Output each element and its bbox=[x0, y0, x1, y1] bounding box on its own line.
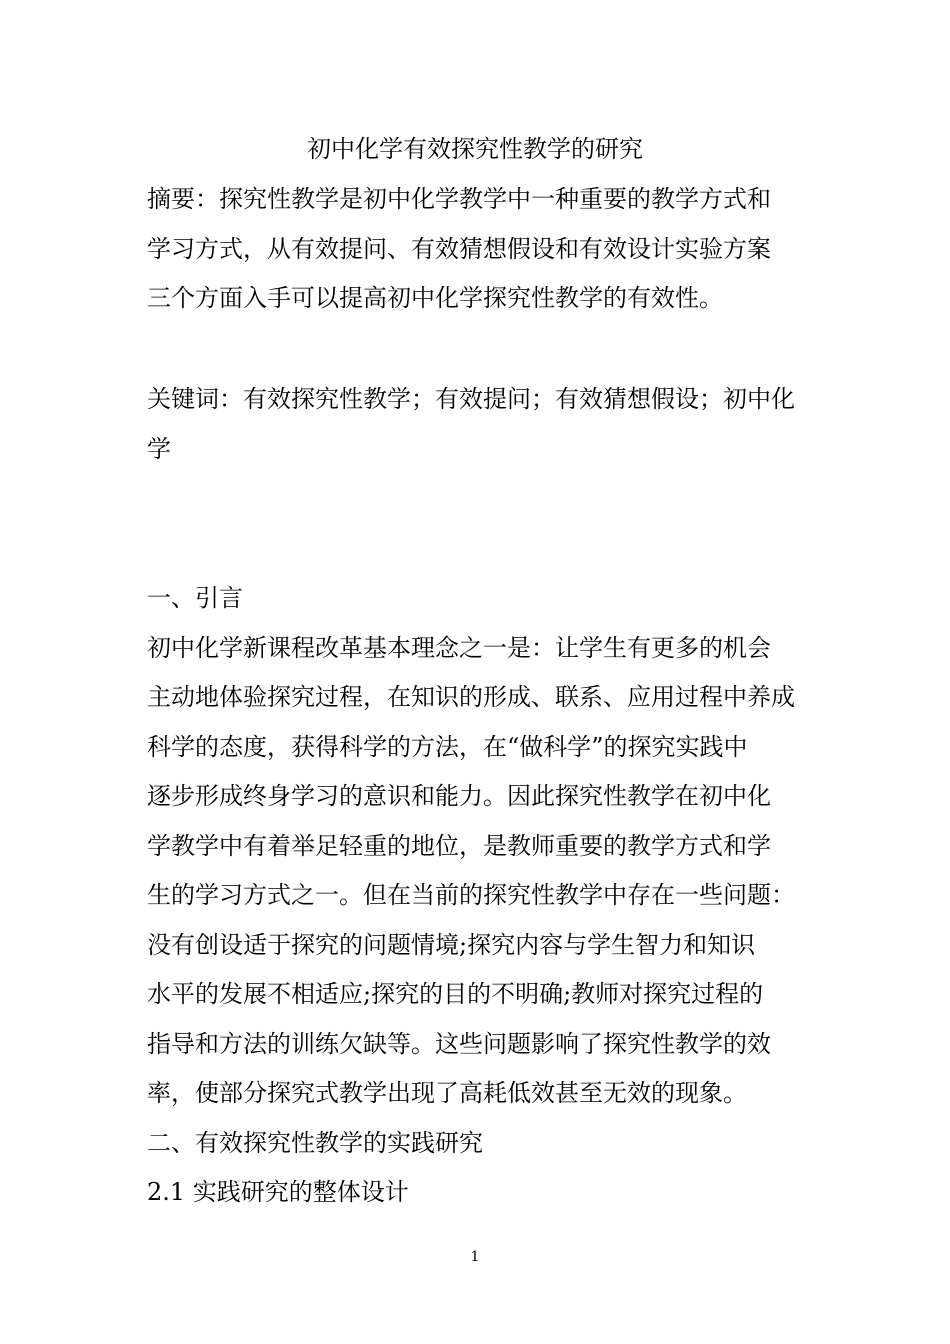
body-line: 科学的态度，获得科学的方法，在“做科学”的探究实践中 bbox=[147, 732, 748, 761]
section-heading-introduction: 一、引言 bbox=[147, 584, 243, 612]
body-line: 指导和方法的训练欠缺等。这些问题影响了探究性教学的效 bbox=[147, 1029, 771, 1058]
document-title: 初中化学有效探究性教学的研究 bbox=[307, 135, 643, 163]
body-line: 水平的发展不相适应;探究的目的不明确;教师对探究过程的 bbox=[147, 980, 764, 1008]
section-heading-practice: 二、有效探究性教学的实践研究 bbox=[147, 1128, 483, 1157]
keywords-line: 学 bbox=[147, 434, 171, 463]
body-section bbox=[147, 574, 819, 1218]
keywords-line: 关键词：有效探究性教学；有效提问；有效猜想假设；初中化 bbox=[147, 385, 795, 413]
body-line: 主动地体验探究过程，在知识的形成、联系、应用过程中养成 bbox=[147, 683, 795, 711]
abstract-line: 学习方式，从有效提问、有效猜想假设和有效设计实验方案 bbox=[147, 234, 771, 263]
body-line: 逐步形成终身学习的意识和能力。因此探究性教学在初中化 bbox=[147, 782, 771, 810]
subsection-heading: 2.1 实践研究的整体设计 bbox=[147, 1178, 409, 1206]
abstract-line: 三个方面入手可以提高初中化学探究性教学的有效性。 bbox=[147, 284, 723, 312]
body-line: 率，使部分探究式教学出现了高耗低效甚至无效的现象。 bbox=[147, 1079, 747, 1107]
body-line: 学教学中有着举足轻重的地位，是教师重要的教学方式和学 bbox=[147, 831, 771, 860]
body-line: 初中化学新课程改革基本理念之一是：让学生有更多的机会 bbox=[147, 633, 771, 662]
keywords-paragraph bbox=[147, 375, 819, 474]
abstract-paragraph bbox=[147, 175, 819, 324]
abstract-line: 摘要：探究性教学是初中化学教学中一种重要的教学方式和 bbox=[147, 185, 771, 213]
body-line: 没有创设适于探究的问题情境;探究内容与学生智力和知识 bbox=[147, 930, 756, 959]
body-line: 生的学习方式之一。但在当前的探究性教学中存在一些问题： bbox=[147, 881, 795, 909]
page-number: 1 bbox=[470, 1249, 480, 1265]
